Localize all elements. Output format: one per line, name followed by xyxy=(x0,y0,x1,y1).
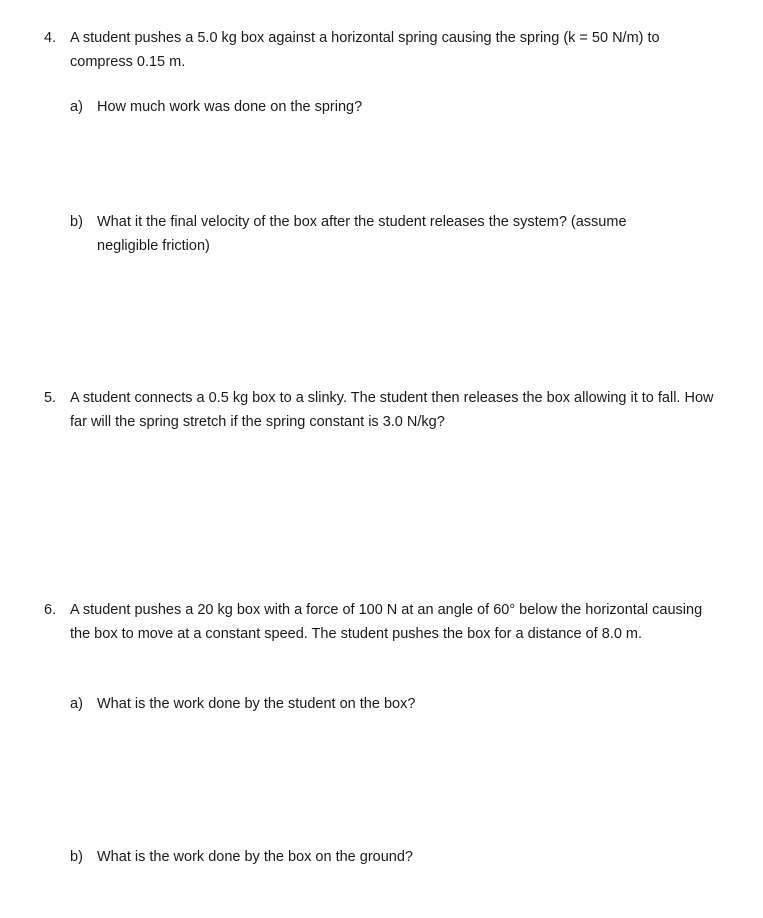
question-text: A student pushes a 20 kg box with a force of 100 N at an angle of 60° below the horizontal causing the box to move at a constant speed. The student pushes the box for a distance of 8.0 m. xyxy=(70,602,703,642)
subquestion-text: How much work was done on the spring? xyxy=(97,99,363,115)
subquestion-letter: a) xyxy=(70,696,83,712)
question-number: 6. xyxy=(44,602,57,618)
question-text: A student connects a 0.5 kg box to a slinky. The student then releases the box allowing it to fall. How far will the spring stretch if the spring constant is 3.0 N/kg? xyxy=(70,390,714,430)
subquestion-letter: a) xyxy=(70,99,83,115)
question-number: 4. xyxy=(44,30,57,46)
subquestion-letter: b) xyxy=(70,214,83,230)
question-text: A student pushes a 5.0 kg box against a horizontal spring causing the spring (k = 50 N/m) to compress 0.15 m. xyxy=(70,30,660,70)
question-number: 5. xyxy=(44,390,57,406)
subquestion-text: What it the final velocity of the box after the student releases the system? (assume negligible friction) xyxy=(97,214,627,254)
subquestion-text: What is the work done by the student on the box? xyxy=(97,696,416,712)
subquestion-text: What is the work done by the box on the ground? xyxy=(97,849,413,865)
subquestion-letter: b) xyxy=(70,849,83,865)
